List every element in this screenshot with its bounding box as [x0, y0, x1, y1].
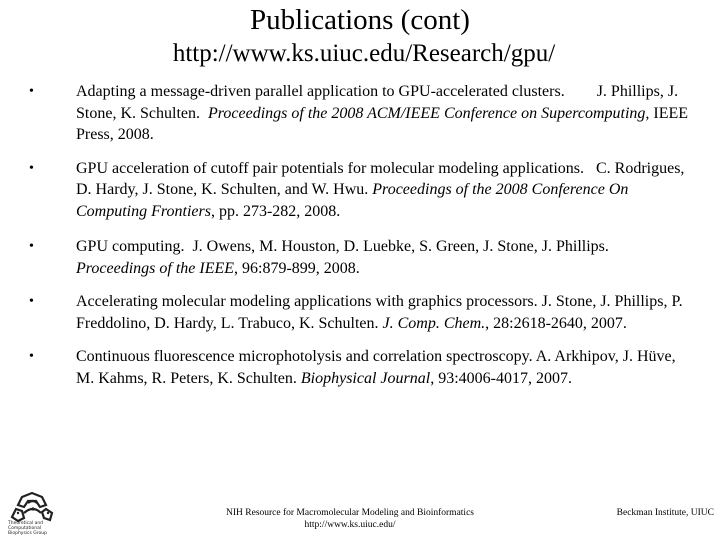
publication-title: Continuous fluorescence microphotolysis and correlation spectroscopy.: [76, 348, 533, 365]
bullet: •: [29, 84, 34, 99]
publication-item: [0, 346, 720, 389]
bullet: •: [29, 160, 34, 176]
publication-details: , 93:4006-4017, 2007.: [430, 369, 572, 387]
publication-venue: Proceedings of the 2008 Conference On Computing Frontiers: [76, 181, 629, 220]
publication-authors: J. Owens, M. Houston, D. Luebke, S. Green, J. Stone, J. Phillips.: [192, 238, 609, 255]
publication-details: , IEEE Press, 2008.: [76, 104, 689, 143]
publication-venue: Proceedings of the 2008 ACM/IEEE Conference on Supercomputing: [208, 104, 646, 122]
publication-item: [0, 291, 720, 334]
publication-details: , pp. 273-282, 2008.: [210, 202, 341, 220]
footer-resource-name: NIH Resource for Macromolecular Modeling and Bioinformatics: [226, 508, 474, 518]
publication-venue: Biophysical Journal: [300, 369, 431, 387]
publication-details: , 96:879-899, 2008.: [234, 259, 360, 277]
slide-title: Publications (cont): [250, 4, 470, 36]
logo-lettering: Theoretical and Computational Biophysics Group: [8, 521, 48, 536]
publication-venue: J. Comp. Chem.: [382, 314, 486, 332]
publication-details: , 28:2618-2640, 2007.: [485, 314, 627, 332]
publication-title: GPU computing.: [76, 238, 185, 255]
footer-institution: Beckman Institute, UIUC: [616, 508, 714, 518]
publication-list: [0, 81, 720, 401]
publication-title: Adapting a message-driven parallel application to GPU-accelerated clusters.: [76, 83, 565, 100]
slide-url: http://www.ks.uiuc.edu/Research/gpu/: [172, 40, 556, 67]
footer-url: http://www.ks.uiuc.edu/: [304, 520, 396, 530]
publication-authors: A. Arkhipov, J. Hüve, M. Kahms, R. Peters, K. Schulten.: [76, 348, 676, 387]
publication-authors: C. Rodrigues, D. Hardy, J. Stone, K. Schulten, and W. Hwu.: [76, 159, 685, 198]
publication-venue: Proceedings of the IEEE: [76, 259, 235, 277]
publication-authors: J. Stone, J. Phillips, P. Freddolino, D. Hardy, L. Trabuco, K. Schulten.: [76, 293, 683, 332]
publication-item: [0, 81, 720, 146]
bullet: •: [29, 349, 34, 364]
publication-authors: J. Phillips, J. Stone, K. Schulten.: [76, 83, 679, 122]
bullet: •: [29, 239, 34, 254]
publication-title: Accelerating molecular modeling applications with graphics processors.: [76, 293, 538, 310]
publication-item: [0, 236, 720, 279]
bullet: •: [29, 294, 34, 309]
publication-item: [0, 158, 720, 223]
footer-center: [200, 507, 500, 531]
publication-title: GPU acceleration of cutoff pair potentials for molecular modeling applications.: [76, 159, 584, 177]
